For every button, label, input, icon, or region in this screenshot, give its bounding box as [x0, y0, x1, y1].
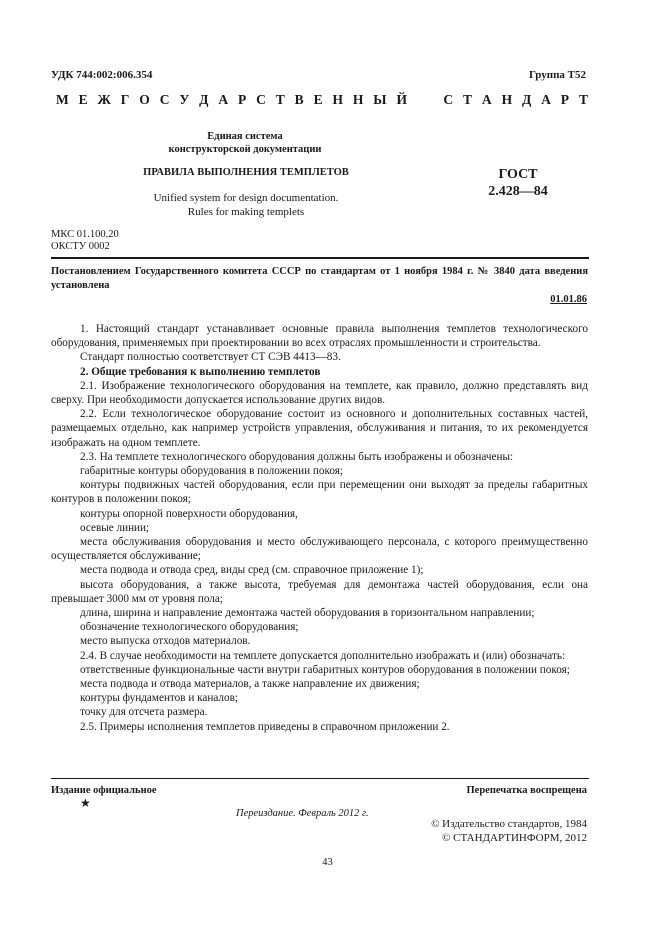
banner-letter: Р — [237, 92, 247, 107]
footer-divider — [51, 778, 589, 779]
list-item: осевые линии; — [80, 521, 150, 534]
list-item: длина, ширина и направление демонтажа частей оборудования в горизонтальном направлении; — [80, 607, 535, 620]
system-line-1: Единая система — [207, 131, 283, 142]
banner-letter: О — [139, 92, 150, 107]
banner-letter: Т — [578, 92, 588, 107]
banner-letter: А — [481, 92, 492, 107]
okstu-code: ОКСТУ 0002 — [51, 241, 110, 252]
system-name — [150, 130, 340, 156]
banner-letter: Н — [501, 92, 513, 107]
document-title: ПРАВИЛА ВЫПОЛНЕНИЯ ТЕМПЛЕТОВ — [143, 167, 349, 178]
clause-2-4: 2.4. В случае необходимости на темплете допускается дополнительно изображать и (или) обозначать: — [80, 649, 566, 662]
gost-label: ГОСТ — [498, 167, 538, 182]
reissue-note: Переиздание. Февраль 2012 г. — [236, 808, 369, 819]
banner-letter: Д — [199, 92, 209, 107]
clause-2-1: 2.1. Изображение технологического оборудования на темплете, как правило, должно представлять вид сверху. При необходимости допускается использование других видов. — [51, 379, 588, 407]
introduction-date: 01.01.86 — [550, 294, 587, 305]
system-line-2: конструкторской документации — [168, 144, 322, 155]
banner-letter: Д — [521, 92, 532, 107]
banner-letter: Н — [352, 92, 364, 107]
banner-letter: У — [179, 92, 190, 107]
header-divider — [51, 257, 589, 259]
banner-letter: Ы — [373, 92, 387, 107]
list-item: контуры фундаментов и каналов; — [80, 692, 238, 705]
official-edition-label: Издание официальное — [51, 785, 157, 796]
banner-letter: А — [541, 92, 551, 107]
standard-banner — [56, 92, 588, 108]
clause-2-3: 2.3. На темплете технологического оборудования должны быть изображены и обозначены: — [80, 450, 514, 463]
banner-letter: С — [443, 92, 454, 107]
section-2-heading: 2. Общие требования к выполнению темплетов — [80, 365, 321, 378]
banner-letter: С — [159, 92, 170, 107]
group-code: Группа Т52 — [528, 69, 586, 81]
copyright-2012: © СТАНДАРТИНФОРМ, 2012 — [442, 832, 587, 844]
document-body — [51, 322, 588, 734]
banner-letter: Е — [313, 92, 323, 107]
list-item: обозначение технологического оборудования; — [80, 621, 299, 634]
banner-letter: Т — [463, 92, 473, 107]
list-item: места обслуживания оборудования и место обслуживающего персонала, с которого преимущественно осуществляется обслуживание; — [51, 536, 588, 563]
classification-codes — [51, 229, 119, 253]
list-item: контуры опорной поверхности оборудования, — [80, 507, 298, 520]
banner-letter: Т — [275, 92, 285, 107]
gost-number: 2.428—84 — [488, 184, 548, 199]
banner-letter: Н — [332, 92, 343, 107]
banner-letter: С — [256, 92, 266, 107]
clause-2-5: 2.5. Примеры исполнения темплетов приведены в справочном приложении 2. — [80, 720, 450, 733]
gost-designation — [478, 166, 558, 200]
banner-letter — [417, 92, 420, 108]
banner-letter: Р — [560, 92, 570, 107]
banner-letter: В — [294, 92, 304, 107]
banner-letter: Й — [396, 92, 407, 107]
page-number: 43 — [322, 857, 333, 868]
decree-text: Постановлением Государственного комитета СССР по стандартам от 1 ноября 1984 г. № 3840 дата введения установлена — [51, 266, 588, 291]
english-title — [120, 192, 372, 219]
list-item: места подвода и отвода сред, виды сред (см. справочное приложение 1); — [80, 564, 424, 577]
star-icon: ★ — [80, 796, 91, 810]
banner-letter: Г — [120, 92, 130, 107]
list-item: высота оборудования, а также высота, требуемая для демонтажа частей оборудования, если она превышает 3000 мм от уровня пола; — [51, 578, 588, 605]
english-title-line-1: Unified system for design documentation. — [153, 192, 339, 204]
copyright-1984: © Издательство стандартов, 1984 — [431, 818, 587, 830]
banner-letter: Ж — [97, 92, 111, 107]
clause-2-2: 2.2. Если технологическое оборудование состоит из основного и дополнительных составных частей, размещаемых отдельно, как например устройств управления, обслуживания и питания, то их рекомендуется изображать на одном темплете. — [51, 408, 588, 449]
list-item: место выпуска отходов материалов. — [80, 635, 251, 648]
list-item: точку для отсчета размера. — [80, 706, 208, 719]
mks-code: МКС 01.100.20 — [51, 229, 119, 240]
list-item: контуры подвижных частей оборудования, если при перемещении они выходят за пределы габаритных контуров в положении покоя; — [51, 479, 588, 506]
banner-letter: М — [56, 92, 69, 107]
list-item: ответственные функциональные части внутри габаритных контуров оборудования в положении покоя; — [80, 663, 570, 676]
banner-letter — [430, 92, 433, 108]
paragraph-sev: Стандарт полностью соответствует СТ СЭВ 4413—83. — [80, 351, 341, 364]
udk-code: УДК 744:002:006.354 — [51, 69, 153, 81]
banner-letter: А — [218, 92, 229, 107]
list-item: места подвода и отвода материалов, а также направление их движения; — [80, 678, 420, 691]
banner-letter: Е — [78, 92, 88, 107]
english-title-line-2: Rules for making templets — [187, 205, 305, 218]
paragraph-1: 1. Настоящий стандарт устанавливает основные правила выполнения темплетов технологического оборудования, применяемых при проектировании во всех отраслях промышленности и строительства. — [51, 323, 588, 350]
reprint-prohibited-label: Перепечатка воспрещена — [466, 785, 587, 796]
list-item: габаритные контуры оборудования в положении покоя; — [80, 465, 343, 478]
